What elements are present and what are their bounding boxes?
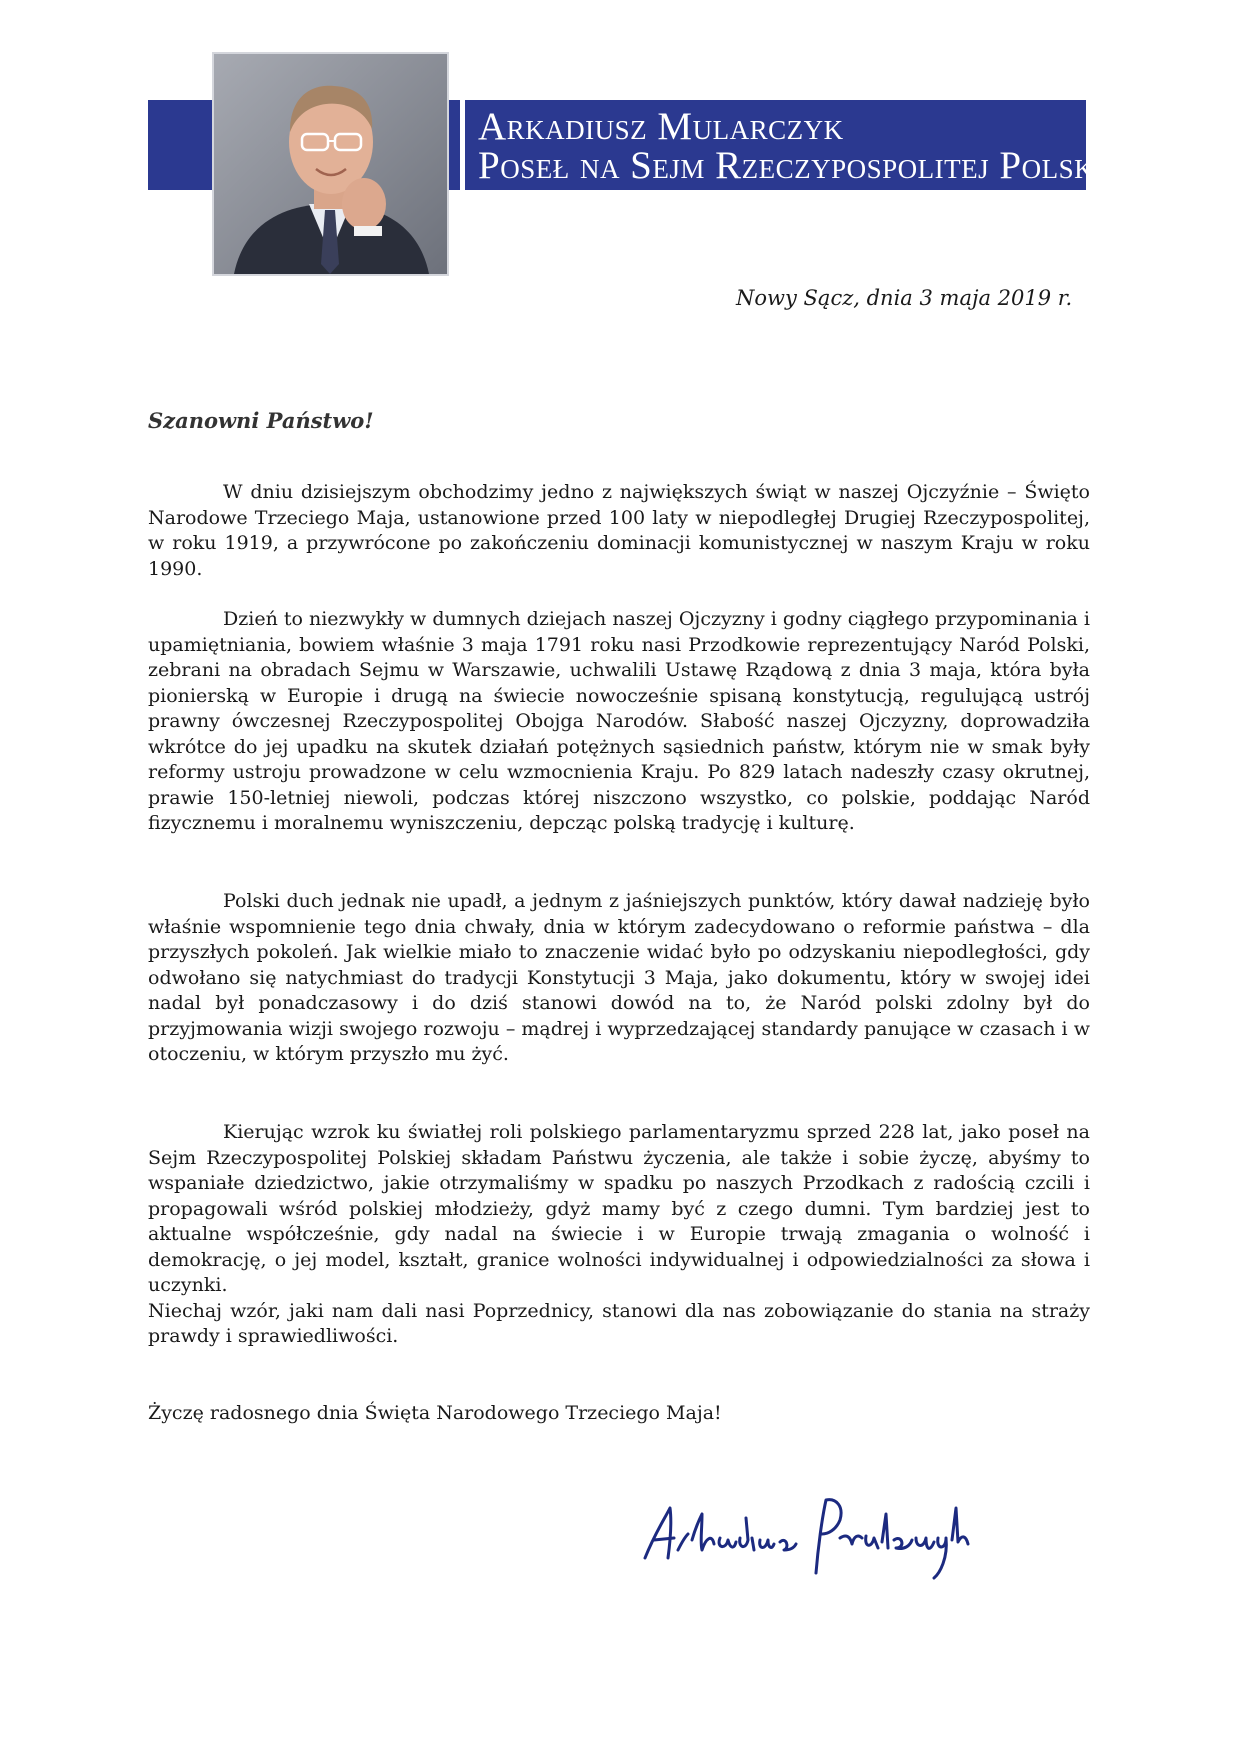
paragraph-4 xyxy=(148,1120,1090,1350)
final-sentence: Niechaj wzór, jaki nam dali nasi Poprzednicy, stanowi dla nas zobowiązanie do stania na straży prawdy i sprawiedliwości. xyxy=(148,1299,1090,1347)
closing-wish: Życzę radosnego dnia Święta Narodowego Trzeciego Maja! xyxy=(148,1402,722,1424)
header-band-divider xyxy=(460,100,465,190)
paragraph-2: Dzień to niezwykły w dumnych dziejach naszej Ojczyzny i godny ciągłego przypominania i upamiętniania, bowiem właśnie 3 maja 1791 roku nasi Przodkowie reprezentujący Naród Polski, zebrani na obradach Sejmu w Warszawie, uchwalili Ustawę Rządową z dnia 3 maja, która była pionierską w Europie i drugą na świecie nowocześnie spisaną konstytucją, regulującą ustrój prawny ówczesnej Rzeczypospolitej Obojga Narodów. Słabość naszej Ojczyzny, doprowadziła wkrótce do jej upadku na skutek działań potężnych sąsiednich państw, którym nie w smak były reformy ustroju prowadzone w celu wzmocnienia Kraju. Po 829 latach nadeszły czasy okrutnej, prawie 150-letniej niewoli, podczas której niszczono wszystko, co polskie, poddając Naród fizycznemu i moralnemu wyniszczeniu, depcząc polską tradycję i kulturę. xyxy=(148,608,1090,834)
signature-image xyxy=(640,1478,980,1598)
portrait-photo xyxy=(212,52,449,276)
paragraph-1: W dniu dzisiejszym obchodzimy jedno z największych świąt w naszej Ojczyźnie – Święto Narodowe Trzeciego Maja, ustanowione przed 100 laty w niepodległej Drugiej Rzeczypospolitej, w roku 1919, a przywrócone po zakończeniu dominacji komunistycznej w naszym Kraju w roku 1990. xyxy=(148,481,1090,580)
header-title: Poseł na Sejm Rzeczypospolitej Polskiej xyxy=(478,144,1132,187)
salutation: Szanowni Państwo! xyxy=(148,408,374,433)
paragraph-4-text: Kierując wzrok ku światłej roli polskiego parlamentaryzmu sprzed 228 lat, jako poseł na Sejm Rzeczypospolitej Polskiej składam Państwu życzenia, ale także i sobie życzę, abyśmy to wspaniałe dziedzictwo, jakie otrzymaliśmy w spadku po naszych Przodkach z radością czcili i propagowali wśród polskiej młodzieży, gdyż mamy być z czego dumni. Tym bardziej jest to aktualne współcześnie, gdy nadal na świecie i w Europie trwają zmagania o wolność i demokrację, o jej model, kształt, granice wolności indywidualnej i odpowiedzialności za słowa i uczynki. xyxy=(148,1121,1090,1296)
header-name: Arkadiusz Mularczyk xyxy=(478,105,844,148)
paragraph-3: Polski duch jednak nie upadł, a jednym z jaśniejszych punktów, który dawał nadzieję było właśnie wspomnienie tego dnia chwały, dnia w którym zadecydowano o reformie państwa – dla przyszłych pokoleń. Jak wielkie miało to znaczenie widać było po odzyskaniu niepodległości, gdy odwołano się natychmiast do tradycji Konstytucji 3 Maja, jako dokumentu, który w swojej idei nadal był ponadczasowy i do dziś stanowi dowód na to, że Naród polski zdolny był do przyjmowania wizji swojego rozwoju – mądrej i wyprzedzającej standardy panujące w czasach i w otoczeniu, w którym przyszło mu żyć. xyxy=(148,890,1090,1065)
date-line: Nowy Sącz, dnia 3 maja 2019 r. xyxy=(736,286,1073,310)
